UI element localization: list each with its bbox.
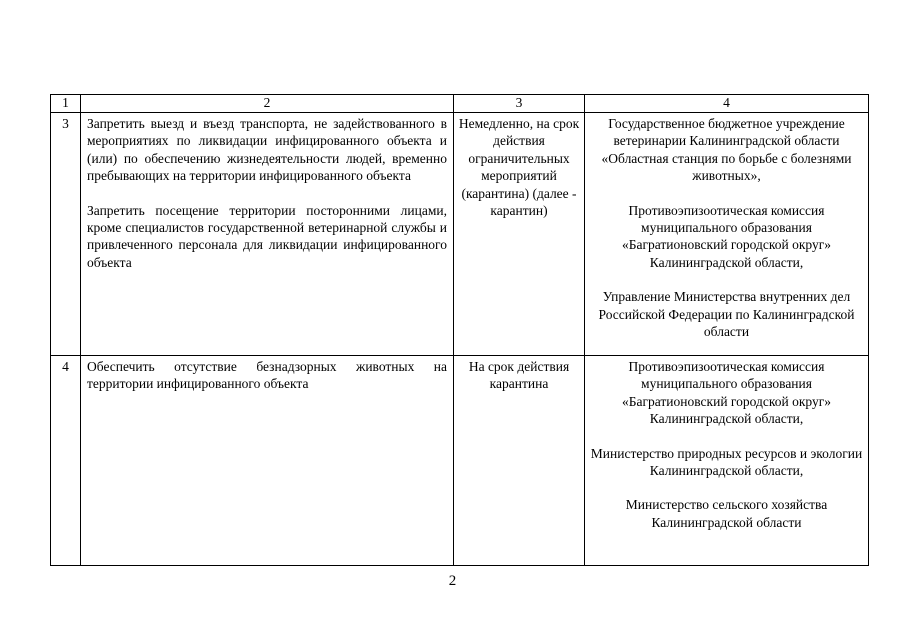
measures-table xyxy=(50,94,869,566)
term-cell: Немедленно, на срок действия ограничительных мероприятий (карантина) (далее - карантин) xyxy=(454,113,585,356)
row-number: 3 xyxy=(51,113,81,356)
table-row xyxy=(51,113,869,356)
measure-text: Запретить выезд и въезд транспорта, не задействованного в мероприятиях по ликвидации инфицированного объекта и (или) по обеспечению жизнедеятельности людей, временно пребывающих на территории инфицированного объекта xyxy=(87,116,447,184)
header-col-3: 3 xyxy=(454,95,585,113)
term-cell: На срок действия карантина xyxy=(454,356,585,566)
page-number: 2 xyxy=(448,573,457,589)
responsible-text: Государственное бюджетное учреждение ветеринарии Калининградской области «Областная станция по борьбе с болезнями животных», xyxy=(601,116,852,184)
responsible-text: Противоэпизоотическая комиссия муниципального образования «Багратионовский городской округ» Калининградской области, xyxy=(621,202,831,270)
measure-cell xyxy=(81,356,454,566)
responsible-text: Управление Министерства внутренних дел Российской Федерации по Калининградской области xyxy=(598,289,855,340)
responsible-cell xyxy=(585,356,869,566)
measure-text: Запретить посещение территории посторонними лицами, кроме специалистов государственной ветеринарной службы и привлеченного персонала для ликвидации инфицированного объекта xyxy=(87,202,447,270)
header-col-4: 4 xyxy=(585,95,869,113)
responsible-cell xyxy=(585,113,869,356)
measure-text: Обеспечить отсутствие безнадзорных животных на территории инфицированного объекта xyxy=(87,359,447,392)
header-col-1: 1 xyxy=(51,95,81,113)
table-row xyxy=(51,356,869,566)
row-number: 4 xyxy=(51,356,81,566)
responsible-text: Противоэпизоотическая комиссия муниципального образования «Багратионовский городской округ» Калининградской области, xyxy=(621,359,831,427)
header-row xyxy=(51,95,869,113)
responsible-text: Министерство природных ресурсов и экологии Калининградской области, xyxy=(590,445,863,479)
header-col-2: 2 xyxy=(81,95,454,113)
measure-cell xyxy=(81,113,454,356)
responsible-text: Министерство сельского хозяйства Калининградской области xyxy=(625,497,828,530)
